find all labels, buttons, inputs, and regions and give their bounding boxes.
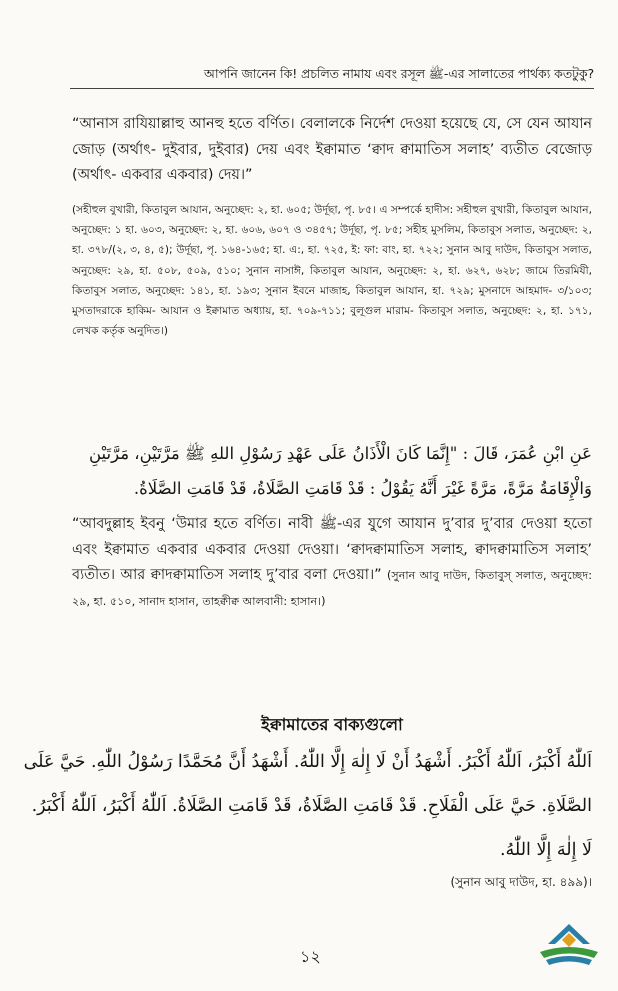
logo-wave-shape xyxy=(546,956,592,965)
source-note: (সুনান আবু দাউদ, হা. ৪৯৯)। xyxy=(450,875,592,889)
arabic-hadith-1-line-2: وَالْإِقَامَةُ مَرَّةً، مَرَّةً غَيْرَ أَنَّهُ يَقُوْلُ : قَدْ قَامَتِ الصَّلَاةُ، قَدْ قَامَتِ الصَّلَاةُ. xyxy=(133,479,592,498)
header-divider xyxy=(70,88,594,89)
arabic-hadith-1-line-1: عَنِ ابْنِ عُمَرَ، قَالَ : "إِنَّمَا كَانَ الْأَذَانُ عَلَى عَهْدِ رَسُوْلِ اللهِ ﷺ مَرَّتَيْنِ، مَرَّتَيْنِ xyxy=(88,444,592,463)
iqamah-line-2: الصَّلَاةِ. حَيَّ عَلَى الْفَلَاحِ. قَدْ قَامَتِ الصَّلَاةُ، قَدْ قَامَتِ الصَّلَاةُ. اَللّٰهُ أَكْبَرُ، اَللّٰهُ أَكْبَرُ. xyxy=(31,796,592,816)
hadith-2-text: “আবদুল্লাহ ইবনু ‘উমার হতে বর্ণিত। নাবী ﷺ-এর যুগে আযান দু’বার দু’বার দেওয়া হতো এবং ইক্বামাত একবার একবার দেওয়া দেওয়া। ‘ক্বাদক্বামাতিস সলাহ, ক্বাদক্বামাতিস সলাহ’ ব্যতীত। আর ক্বাদক্বামাতিস সলাহ দু’বার বলা দেওয়া।” xyxy=(72,516,592,583)
hadith-1-text: “আনাস রাযিয়াল্লাহু আনহু হতে বর্ণিত। বেলালকে নির্দেশ দেওয়া হয়েছে যে, সে যেন আযান জোড় (অর্থাৎ- দুইবার, দুইবার) দেয় এবং ইক্বামাত ‘ক্বাদ ক্বামাতিস সলাহ’ ব্যতীত বেজোড় (অর্থাৎ- একবার একবার) দেয়।” xyxy=(72,116,592,183)
running-header: আপনি জানেন কি! প্রচলিত নামায এবং রসূল ﷺ-এর সালাতের পার্থক্য কতটুকু? xyxy=(203,66,594,81)
iqamah-text xyxy=(23,740,592,872)
hadith-2 xyxy=(72,512,592,614)
hadith-2-reference: (সুনান আবু দাউদ, কিতাবুস্ সলাত, অনুচ্ছেদ: ২৯, হা. ৫১০, সানাদ হাসান, তাহক্বীক্ব আলবানী: হাসান।) xyxy=(72,569,592,608)
page-number: ১২ xyxy=(300,947,321,966)
arabic-hadith-1 xyxy=(72,436,592,506)
section-heading: ইক্বামাতের বাক্যগুলো xyxy=(261,715,403,734)
publisher-logo xyxy=(534,918,604,976)
iqamah-line-3: لَا إِلٰهَ إِلَّا اللّٰهُ. xyxy=(499,840,592,860)
iqamah-line-1: اَللّٰهُ أَكْبَرُ، اَللّٰهُ أَكْبَرُ. أَشْهَدُ أَنْ لَا إِلٰهَ إِلَّا اللّٰهُ. أَشْهَدُ أَنَّ مُحَمَّدًا رَسُوْلُ اللّٰهِ. حَيَّ عَلَى xyxy=(23,752,592,772)
hadith-1-reference: (সহীহুল বুখারী, কিতাবুল আযান, অনুচ্ছেদ: ২, হা. ৬০৫; উর্দূছা, পৃ. ৮৫। এ সম্পর্কে হাদীস: সহীহুল বুখারী, কিতাবুল আযান, অনুচ্ছেদ: ১ হা. ৬০৩, অনুচ্ছেদ: ২, হা. ৬০৬, ৬০৭ ও ৩৪৫৭; উর্দূছা, পৃ. ৮৫; সহীহ মুসলিম, কিতাবুস সলাত, অনুচ্ছেদ: ২, হা. ৩৭৮/(২, ৩, ৪, ৫); উর্দূছা, পৃ. ১৬৪-১৬৫; হা. এ:, হা. ৭২৫, ই: ফা: বাং, হা. ৭২২; সুনান আবু দাউদ, কিতাবুস সলাত, অনুচ্ছেদ: ২৯, হা. ৫০৮, ৫০৯, ৫১০; সুনান নাসাঈ, কিতাবুল আযান, অনুচ্ছেদ: ২, হা. ৬২৭, ৬২৮; জামে তিরমিযী, কিতাবুস সলাত, অনুচ্ছেদ: ১৪১, হা. ১৯৩; সুনান ইবনে মাজাহ, কিতাবুল আযান, হা. ৭২৯; মুসনাদে আহমাদ- ৩/১০৩; মুসতাদরাকে হাকিম- আযান ও ইক্বামাত অধ্যায়, হা. ৭০৯-৭১১; বুলূগুল মারাম- কিতাবুস সলাত, অনুচ্ছেদ: ২, হা. ১৭১, লেখক কর্তৃক অনুদিত।) xyxy=(72,204,592,338)
